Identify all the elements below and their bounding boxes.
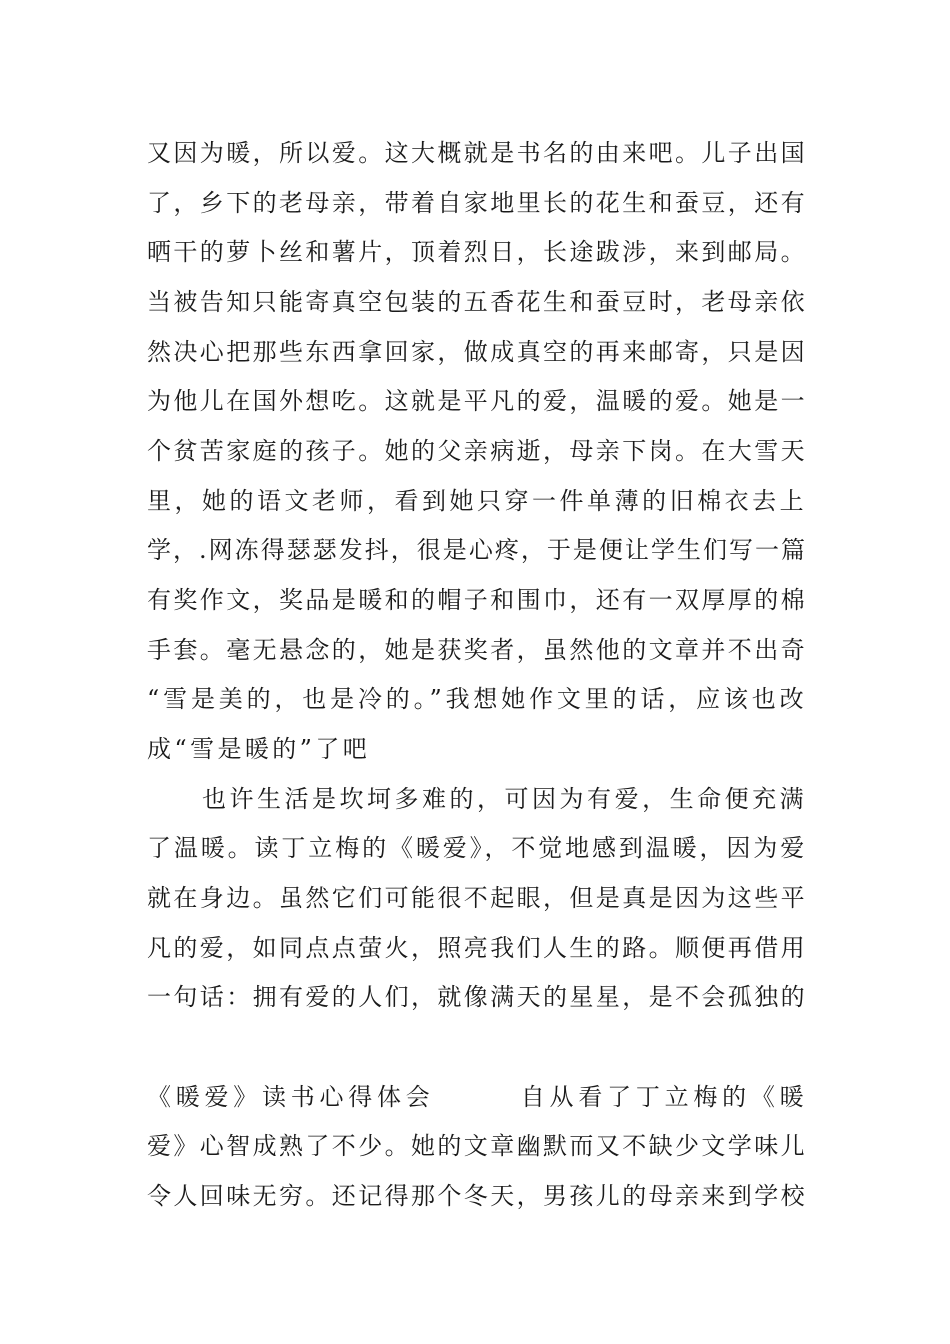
paragraph-2-line-4: 凡的爱，如同点点萤火，照亮我们人生的路。顺便再借用 <box>147 934 807 962</box>
paragraph-1-line-13: 成“雪是暖的”了吧 <box>147 735 371 763</box>
paragraph-1-line-11: 手套。毫无悬念的，她是获奖者，虽然他的文章并不出奇 <box>147 636 807 664</box>
paragraph-1-line-12: “雪是美的，也是冷的。”我想她作文里的话，应该也改 <box>147 685 807 713</box>
paragraph-1-line-4: 当被告知只能寄真空包装的五香花生和蚕豆时，老母亲依 <box>147 288 807 316</box>
paragraph-2-line-5: 一句话：拥有爱的人们，就像满天的星星，是不会孤独的 <box>147 983 807 1011</box>
paragraph-2-line-3: 就在身边。虽然它们可能很不起眼，但是真是因为这些平 <box>147 884 807 912</box>
paragraph-1-line-8: 里，她的语文老师，看到她只穿一件单薄的旧棉衣去上 <box>147 487 807 515</box>
paragraph-3-line-2: 爱》心智成熟了不少。她的文章幽默而又不缺少文学味儿 <box>147 1132 807 1160</box>
paragraph-1-line-10: 有奖作文，奖品是暖和的帽子和围巾，还有一双厚厚的棉 <box>147 586 807 614</box>
paragraph-2-line-2: 了温暖。读丁立梅的《暖爱》，不觉地感到温暖，因为爱 <box>147 834 807 862</box>
paragraph-1-line-9: 学，.网冻得瑟瑟发抖，很是心疼，于是便让学生们写一篇 <box>147 536 807 564</box>
paragraph-3-line-1: 《暖爱》读书心得体会 自从看了丁立梅的《暖 <box>147 1083 807 1111</box>
paragraph-2-line-1: 也许生活是坎坷多难的，可因为有爱，生命便充满 <box>147 785 807 813</box>
paragraph-3-line-3: 令人回味无穷。还记得那个冬天，男孩儿的母亲来到学校 <box>147 1182 807 1210</box>
paragraph-1-line-6: 为他儿在国外想吃。这就是平凡的爱，温暖的爱。她是一 <box>147 387 807 415</box>
paragraph-1-line-5: 然决心把那些东西拿回家，做成真空的再来邮寄，只是因 <box>147 338 807 366</box>
paragraph-1-line-1: 又因为暖，所以爱。这大概就是书名的由来吧。儿子出国 <box>147 139 807 167</box>
paragraph-1-line-2: 了，乡下的老母亲，带着自家地里长的花生和蚕豆，还有 <box>147 189 807 217</box>
paragraph-1-line-7: 个贫苦家庭的孩子。她的父亲病逝，母亲下岗。在大雪天 <box>147 437 807 465</box>
paragraph-1-line-3: 晒干的萝卜丝和薯片，顶着烈日，长途跋涉，来到邮局。 <box>147 238 807 266</box>
